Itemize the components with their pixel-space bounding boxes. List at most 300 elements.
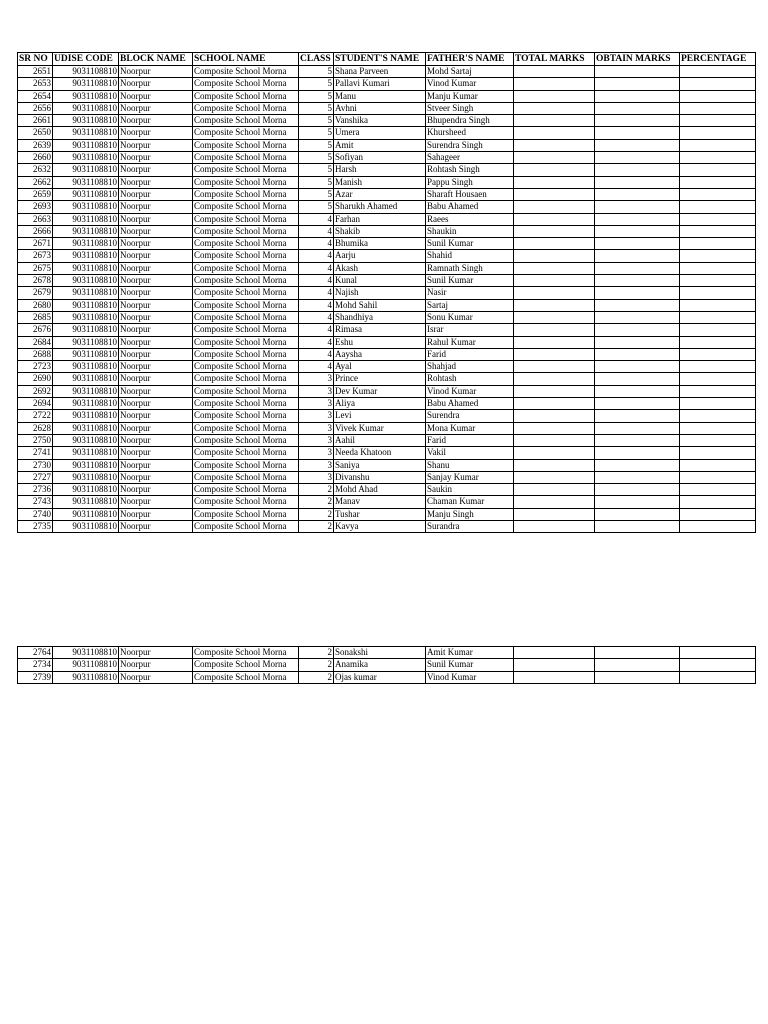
cell-block-name: Noorpur <box>119 471 193 483</box>
cell-block-name: Noorpur <box>119 176 193 188</box>
table-row <box>18 188 756 200</box>
cell-percentage <box>680 213 756 225</box>
cell-sr-no: 2741 <box>18 447 53 459</box>
cell-school-name: Composite School Morna <box>193 250 299 262</box>
cell-total-marks <box>514 127 595 139</box>
cell-block-name: Noorpur <box>119 422 193 434</box>
cell-school-name: Composite School Morna <box>193 422 299 434</box>
cell-percentage <box>680 102 756 114</box>
cell-student-name: Sonakshi <box>334 647 426 659</box>
cell-obtain-marks <box>595 459 680 471</box>
cell-percentage <box>680 164 756 176</box>
cell-block-name: Noorpur <box>119 188 193 200</box>
cell-percentage <box>680 336 756 348</box>
cell-sr-no: 2727 <box>18 471 53 483</box>
cell-total-marks <box>514 139 595 151</box>
cell-block-name: Noorpur <box>119 152 193 164</box>
cell-total-marks <box>514 90 595 102</box>
header-sr-no: SR NO <box>18 53 53 66</box>
cell-student-name: Ojas kumar <box>334 671 426 683</box>
cell-school-name: Composite School Morna <box>193 78 299 90</box>
cell-udise-code: 9031108810 <box>53 659 119 671</box>
cell-total-marks <box>514 250 595 262</box>
cell-obtain-marks <box>595 78 680 90</box>
cell-school-name: Composite School Morna <box>193 459 299 471</box>
cell-father-name: Sanjay Kumar <box>426 471 514 483</box>
cell-school-name: Composite School Morna <box>193 188 299 200</box>
cell-udise-code: 9031108810 <box>53 324 119 336</box>
cell-percentage <box>680 671 756 683</box>
cell-father-name: Manju Singh <box>426 508 514 520</box>
table-row <box>18 287 756 299</box>
cell-school-name: Composite School Morna <box>193 647 299 659</box>
cell-school-name: Composite School Morna <box>193 90 299 102</box>
table-row <box>18 127 756 139</box>
cell-sr-no: 2722 <box>18 410 53 422</box>
cell-udise-code: 9031108810 <box>53 287 119 299</box>
cell-udise-code: 9031108810 <box>53 647 119 659</box>
cell-block-name: Noorpur <box>119 459 193 471</box>
cell-father-name: Khursheed <box>426 127 514 139</box>
cell-udise-code: 9031108810 <box>53 139 119 151</box>
cell-block-name: Noorpur <box>119 647 193 659</box>
cell-class: 2 <box>299 647 334 659</box>
cell-percentage <box>680 324 756 336</box>
cell-percentage <box>680 447 756 459</box>
cell-class: 5 <box>299 188 334 200</box>
table-row <box>18 102 756 114</box>
cell-block-name: Noorpur <box>119 311 193 323</box>
table-row <box>18 398 756 410</box>
cell-total-marks <box>514 176 595 188</box>
table-row <box>18 471 756 483</box>
cell-student-name: Needa Khatoon <box>334 447 426 459</box>
cell-sr-no: 2764 <box>18 647 53 659</box>
cell-student-name: Aarju <box>334 250 426 262</box>
cell-udise-code: 9031108810 <box>53 496 119 508</box>
cell-school-name: Composite School Morna <box>193 373 299 385</box>
cell-total-marks <box>514 115 595 127</box>
cell-percentage <box>680 434 756 446</box>
cell-student-name: Divanshu <box>334 471 426 483</box>
table-row <box>18 410 756 422</box>
cell-block-name: Noorpur <box>119 398 193 410</box>
cell-sr-no: 2666 <box>18 225 53 237</box>
cell-total-marks <box>514 275 595 287</box>
cell-percentage <box>680 152 756 164</box>
cell-block-name: Noorpur <box>119 671 193 683</box>
cell-class: 4 <box>299 250 334 262</box>
cell-total-marks <box>514 188 595 200</box>
cell-school-name: Composite School Morna <box>193 484 299 496</box>
cell-obtain-marks <box>595 348 680 360</box>
cell-school-name: Composite School Morna <box>193 287 299 299</box>
table-row <box>18 484 756 496</box>
header-obtain-marks: OBTAIN MARKS <box>595 53 680 66</box>
cell-block-name: Noorpur <box>119 201 193 213</box>
cell-father-name: Israr <box>426 324 514 336</box>
cell-school-name: Composite School Morna <box>193 238 299 250</box>
cell-percentage <box>680 115 756 127</box>
cell-obtain-marks <box>595 336 680 348</box>
cell-udise-code: 9031108810 <box>53 238 119 250</box>
cell-school-name: Composite School Morna <box>193 447 299 459</box>
cell-obtain-marks <box>595 311 680 323</box>
cell-father-name: Manju Kumar <box>426 90 514 102</box>
cell-block-name: Noorpur <box>119 115 193 127</box>
cell-class: 2 <box>299 484 334 496</box>
cell-udise-code: 9031108810 <box>53 398 119 410</box>
cell-school-name: Composite School Morna <box>193 398 299 410</box>
cell-block-name: Noorpur <box>119 434 193 446</box>
cell-class: 2 <box>299 671 334 683</box>
cell-obtain-marks <box>595 385 680 397</box>
cell-school-name: Composite School Morna <box>193 336 299 348</box>
cell-student-name: Akash <box>334 262 426 274</box>
cell-class: 3 <box>299 373 334 385</box>
cell-block-name: Noorpur <box>119 324 193 336</box>
cell-percentage <box>680 66 756 78</box>
cell-student-name: Azar <box>334 188 426 200</box>
cell-father-name: Vinod Kumar <box>426 671 514 683</box>
cell-class: 2 <box>299 520 334 532</box>
cell-class: 5 <box>299 102 334 114</box>
cell-sr-no: 2671 <box>18 238 53 250</box>
cell-block-name: Noorpur <box>119 238 193 250</box>
cell-obtain-marks <box>595 324 680 336</box>
table-row <box>18 647 756 659</box>
cell-class: 5 <box>299 139 334 151</box>
student-table-continued <box>17 646 756 684</box>
cell-obtain-marks <box>595 447 680 459</box>
cell-student-name: Pallavi Kumari <box>334 78 426 90</box>
table-row <box>18 275 756 287</box>
cell-student-name: Manish <box>334 176 426 188</box>
table-row <box>18 164 756 176</box>
cell-percentage <box>680 471 756 483</box>
cell-obtain-marks <box>595 102 680 114</box>
cell-block-name: Noorpur <box>119 373 193 385</box>
cell-block-name: Noorpur <box>119 447 193 459</box>
cell-sr-no: 2659 <box>18 188 53 200</box>
table-row <box>18 508 756 520</box>
cell-percentage <box>680 78 756 90</box>
cell-total-marks <box>514 361 595 373</box>
table-body <box>18 66 756 533</box>
cell-father-name: Sonu Kumar <box>426 311 514 323</box>
cell-sr-no: 2662 <box>18 176 53 188</box>
cell-father-name: Sunil Kumar <box>426 238 514 250</box>
cell-block-name: Noorpur <box>119 659 193 671</box>
header-school-name: SCHOOL NAME <box>193 53 299 66</box>
cell-class: 4 <box>299 348 334 360</box>
cell-obtain-marks <box>595 299 680 311</box>
cell-school-name: Composite School Morna <box>193 496 299 508</box>
cell-student-name: Harsh <box>334 164 426 176</box>
cell-total-marks <box>514 287 595 299</box>
cell-percentage <box>680 250 756 262</box>
cell-total-marks <box>514 659 595 671</box>
table-row <box>18 671 756 683</box>
cell-udise-code: 9031108810 <box>53 459 119 471</box>
cell-sr-no: 2690 <box>18 373 53 385</box>
cell-udise-code: 9031108810 <box>53 152 119 164</box>
cell-school-name: Composite School Morna <box>193 139 299 151</box>
cell-student-name: Prince <box>334 373 426 385</box>
cell-student-name: Eshu <box>334 336 426 348</box>
cell-obtain-marks <box>595 471 680 483</box>
cell-total-marks <box>514 102 595 114</box>
cell-obtain-marks <box>595 262 680 274</box>
cell-total-marks <box>514 496 595 508</box>
cell-obtain-marks <box>595 361 680 373</box>
table-row <box>18 373 756 385</box>
cell-class: 4 <box>299 324 334 336</box>
cell-student-name: Farhan <box>334 213 426 225</box>
cell-obtain-marks <box>595 398 680 410</box>
cell-student-name: Kunal <box>334 275 426 287</box>
cell-total-marks <box>514 398 595 410</box>
cell-class: 3 <box>299 410 334 422</box>
cell-class: 5 <box>299 66 334 78</box>
cell-school-name: Composite School Morna <box>193 102 299 114</box>
cell-total-marks <box>514 78 595 90</box>
cell-class: 5 <box>299 90 334 102</box>
cell-sr-no: 2685 <box>18 311 53 323</box>
cell-block-name: Noorpur <box>119 262 193 274</box>
table-row <box>18 90 756 102</box>
table-row <box>18 336 756 348</box>
cell-sr-no: 2740 <box>18 508 53 520</box>
cell-school-name: Composite School Morna <box>193 164 299 176</box>
table-row <box>18 520 756 532</box>
cell-total-marks <box>514 520 595 532</box>
cell-father-name: Pappu Singh <box>426 176 514 188</box>
cell-father-name: Shahid <box>426 250 514 262</box>
table-row <box>18 496 756 508</box>
cell-block-name: Noorpur <box>119 275 193 287</box>
cell-udise-code: 9031108810 <box>53 484 119 496</box>
cell-obtain-marks <box>595 434 680 446</box>
cell-udise-code: 9031108810 <box>53 275 119 287</box>
cell-percentage <box>680 647 756 659</box>
table-row <box>18 176 756 188</box>
cell-school-name: Composite School Morna <box>193 508 299 520</box>
cell-obtain-marks <box>595 90 680 102</box>
cell-total-marks <box>514 324 595 336</box>
cell-class: 5 <box>299 164 334 176</box>
cell-school-name: Composite School Morna <box>193 213 299 225</box>
cell-class: 5 <box>299 201 334 213</box>
cell-total-marks <box>514 434 595 446</box>
cell-father-name: Surendra Singh <box>426 139 514 151</box>
cell-udise-code: 9031108810 <box>53 66 119 78</box>
cell-sr-no: 2735 <box>18 520 53 532</box>
header-udise-code: UDISE CODE <box>53 53 119 66</box>
cell-obtain-marks <box>595 410 680 422</box>
cell-obtain-marks <box>595 659 680 671</box>
cell-udise-code: 9031108810 <box>53 671 119 683</box>
cell-obtain-marks <box>595 176 680 188</box>
cell-percentage <box>680 520 756 532</box>
cell-percentage <box>680 385 756 397</box>
cell-school-name: Composite School Morna <box>193 115 299 127</box>
cell-udise-code: 9031108810 <box>53 434 119 446</box>
table-row <box>18 659 756 671</box>
cell-percentage <box>680 398 756 410</box>
cell-sr-no: 2679 <box>18 287 53 299</box>
cell-block-name: Noorpur <box>119 348 193 360</box>
cell-block-name: Noorpur <box>119 484 193 496</box>
cell-father-name: Vakil <box>426 447 514 459</box>
cell-school-name: Composite School Morna <box>193 348 299 360</box>
cell-class: 3 <box>299 447 334 459</box>
cell-school-name: Composite School Morna <box>193 324 299 336</box>
cell-class: 2 <box>299 659 334 671</box>
cell-block-name: Noorpur <box>119 102 193 114</box>
cell-percentage <box>680 225 756 237</box>
cell-student-name: Saniya <box>334 459 426 471</box>
cell-udise-code: 9031108810 <box>53 299 119 311</box>
cell-obtain-marks <box>595 275 680 287</box>
cell-obtain-marks <box>595 188 680 200</box>
cell-block-name: Noorpur <box>119 336 193 348</box>
cell-udise-code: 9031108810 <box>53 78 119 90</box>
cell-percentage <box>680 459 756 471</box>
cell-school-name: Composite School Morna <box>193 471 299 483</box>
cell-student-name: Shandhiya <box>334 311 426 323</box>
cell-total-marks <box>514 311 595 323</box>
cell-block-name: Noorpur <box>119 78 193 90</box>
cell-student-name: Mohd Sahil <box>334 299 426 311</box>
cell-school-name: Composite School Morna <box>193 66 299 78</box>
cell-school-name: Composite School Morna <box>193 385 299 397</box>
cell-total-marks <box>514 164 595 176</box>
cell-sr-no: 2750 <box>18 434 53 446</box>
cell-percentage <box>680 139 756 151</box>
cell-udise-code: 9031108810 <box>53 250 119 262</box>
cell-obtain-marks <box>595 671 680 683</box>
cell-class: 5 <box>299 78 334 90</box>
cell-class: 4 <box>299 336 334 348</box>
cell-class: 4 <box>299 361 334 373</box>
cell-percentage <box>680 176 756 188</box>
cell-student-name: Levi <box>334 410 426 422</box>
cell-udise-code: 9031108810 <box>53 373 119 385</box>
cell-class: 3 <box>299 459 334 471</box>
cell-father-name: Nasir <box>426 287 514 299</box>
cell-total-marks <box>514 336 595 348</box>
cell-total-marks <box>514 152 595 164</box>
table-row <box>18 459 756 471</box>
cell-total-marks <box>514 262 595 274</box>
cell-udise-code: 9031108810 <box>53 348 119 360</box>
cell-student-name: Ayal <box>334 361 426 373</box>
table-row <box>18 299 756 311</box>
cell-obtain-marks <box>595 484 680 496</box>
cell-school-name: Composite School Morna <box>193 201 299 213</box>
cell-student-name: Aaysha <box>334 348 426 360</box>
cell-obtain-marks <box>595 66 680 78</box>
cell-block-name: Noorpur <box>119 213 193 225</box>
cell-father-name: Babu Ahamed <box>426 398 514 410</box>
cell-class: 4 <box>299 213 334 225</box>
cell-percentage <box>680 361 756 373</box>
cell-percentage <box>680 410 756 422</box>
cell-father-name: Shahjad <box>426 361 514 373</box>
cell-block-name: Noorpur <box>119 225 193 237</box>
cell-udise-code: 9031108810 <box>53 410 119 422</box>
cell-student-name: Aliya <box>334 398 426 410</box>
cell-sr-no: 2676 <box>18 324 53 336</box>
cell-udise-code: 9031108810 <box>53 336 119 348</box>
cell-father-name: Shanu <box>426 459 514 471</box>
cell-father-name: Mona Kumar <box>426 422 514 434</box>
cell-father-name: Vinod Kumar <box>426 385 514 397</box>
table-row <box>18 152 756 164</box>
header-row <box>18 53 756 66</box>
cell-obtain-marks <box>595 225 680 237</box>
cell-student-name: Avhni <box>334 102 426 114</box>
cell-sr-no: 2739 <box>18 671 53 683</box>
cell-udise-code: 9031108810 <box>53 115 119 127</box>
cell-obtain-marks <box>595 127 680 139</box>
cell-udise-code: 9031108810 <box>53 213 119 225</box>
cell-total-marks <box>514 410 595 422</box>
table-row <box>18 78 756 90</box>
cell-class: 5 <box>299 127 334 139</box>
cell-father-name: Surendra <box>426 410 514 422</box>
cell-student-name: Manu <box>334 90 426 102</box>
cell-class: 4 <box>299 287 334 299</box>
cell-sr-no: 2660 <box>18 152 53 164</box>
cell-student-name: Tushar <box>334 508 426 520</box>
cell-sr-no: 2656 <box>18 102 53 114</box>
cell-student-name: Manav <box>334 496 426 508</box>
cell-sr-no: 2730 <box>18 459 53 471</box>
cell-student-name: Sharukh Ahamed <box>334 201 426 213</box>
cell-school-name: Composite School Morna <box>193 659 299 671</box>
cell-father-name: Sahageer <box>426 152 514 164</box>
cell-class: 2 <box>299 496 334 508</box>
cell-father-name: Shaukin <box>426 225 514 237</box>
cell-class: 4 <box>299 311 334 323</box>
cell-block-name: Noorpur <box>119 385 193 397</box>
cell-obtain-marks <box>595 139 680 151</box>
cell-student-name: Anamika <box>334 659 426 671</box>
table-row <box>18 324 756 336</box>
cell-sr-no: 2661 <box>18 115 53 127</box>
cell-father-name: Babu Ahamed <box>426 201 514 213</box>
cell-block-name: Noorpur <box>119 496 193 508</box>
cell-school-name: Composite School Morna <box>193 152 299 164</box>
cell-obtain-marks <box>595 238 680 250</box>
table-row <box>18 115 756 127</box>
table-row <box>18 213 756 225</box>
cell-sr-no: 2694 <box>18 398 53 410</box>
table-row <box>18 311 756 323</box>
cell-class: 4 <box>299 238 334 250</box>
cell-total-marks <box>514 213 595 225</box>
cell-udise-code: 9031108810 <box>53 164 119 176</box>
cell-percentage <box>680 508 756 520</box>
cell-block-name: Noorpur <box>119 299 193 311</box>
cell-father-name: Chaman Kumar <box>426 496 514 508</box>
cell-obtain-marks <box>595 201 680 213</box>
cell-class: 4 <box>299 299 334 311</box>
cell-obtain-marks <box>595 496 680 508</box>
cell-block-name: Noorpur <box>119 287 193 299</box>
